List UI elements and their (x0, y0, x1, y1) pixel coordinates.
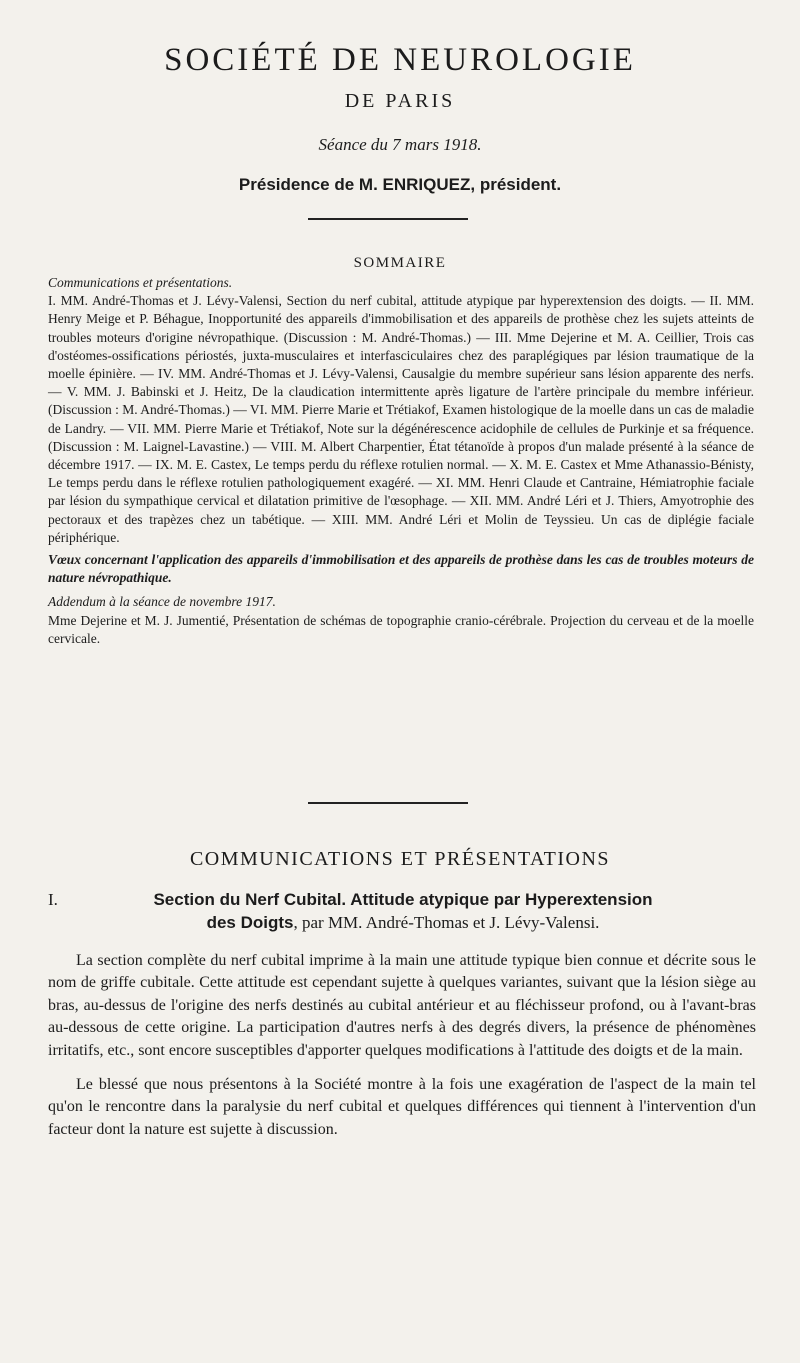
summary-subtitle: Communications et présentations. (48, 275, 233, 290)
article-authors: , par MM. André-Thomas et J. Lévy-Valensi. (293, 913, 600, 932)
addendum-text: Mme Dejerine et M. J. Jumentié, Présentation de schémas de topographie cranio-cérébrale. Projection du cerveau et de la moelle cervicale. (48, 612, 754, 646)
society-title: SOCIÉTÉ DE NEUROLOGIE (164, 42, 636, 78)
society-city: DE PARIS (344, 90, 456, 112)
section-title: COMMUNICATIONS ET PRÉSENTATIONS (189, 848, 611, 870)
article-title-line1: Section du Nerf Cubital. Attitude atypique par Hyperextension (153, 890, 653, 909)
article-heading (48, 888, 758, 934)
article-paragraph: Le blessé que nous présentons à la Société montre à la fois une exagération de l'aspect de la main tel qu'on le rencontre dans la paralysie du nerf cubital et quelques différences qui tiennent à l'intervention d'un facteur dont la nature est sujette à discussion. (48, 1076, 756, 1138)
article-number: I. (48, 890, 58, 909)
voeux-paragraph: Vœux concernant l'application des appareils d'immobilisation et des appareils de prothèse dans les cas de troubles moteurs de nature névropathique. (48, 552, 754, 586)
session-date: Séance du 7 mars 1918. (318, 135, 482, 154)
article-body (48, 950, 756, 1153)
summary-title: SOMMAIRE (353, 255, 447, 271)
article-title-line2: des Doigts (206, 913, 294, 932)
divider-top (308, 218, 468, 220)
divider-bottom (308, 802, 468, 804)
article-paragraph: La section complète du nerf cubital imprime à la main une attitude typique bien connue et décrite sous le nom de griffe cubitale. Cette attitude est cependant sujette à quelques variantes, suivant que la lésion siège au bras, au-dessus de l'origine des nerfs destinés au cubital antérieur et au fléchisseur profond, ou à l'avant-bras au-dessous de cette origine. La participation d'autres nerfs à des degrés divers, la présence de phénomènes irritatifs, etc., sont encore susceptibles d'apporter quelques modifications à l'attitude des doigts et de la main. (48, 952, 756, 1059)
presidency-line: Présidence de M. ENRIQUEZ, président. (238, 175, 562, 194)
summary-block (48, 274, 754, 648)
summary-entries: I. MM. André-Thomas et J. Lévy-Valensi, Section du nerf cubital, attitude atypique par hyperextension des doigts. — II. MM. Henry Meige et P. Béhague, Inopportunité des appareils d'immobilisation et des appareils de prothèse chez les sujets atteints de troubles moteurs d'origine névropathique. (Discussion : M. André-Thomas.) — III. Mme Dejerine et M. A. Ceillier, Trois cas d'ostéomes-ossifications périostés, juxta-musculaires et interfasciculaires chez des paraplégiques par lésion traumatique de la moelle épinière. — IV. MM. André-Thomas et J. Lévy-Valensi, Causalgie du membre supérieur sans lésion apparente des nerfs. — V. MM. J. Babinski et J. Heitz, De la claudication intermittente après ligature de l'artère principale du membre inférieur. (Discussion : M. André-Thomas.) — VI. MM. Pierre Marie et Trétiakof, Examen histologique de la moelle dans un cas de maladie de Landry. — VII. MM. Pierre Marie et Trétiakof, Note sur la dégénérescence acidophile de cellules de Purkinje et sa fréquence. (Discussion : M. Laignel-Lavastine.) — VIII. M. Albert Charpentier, État tétanoïde à propos d'un malade présenté à la séance de décembre 1917. — IX. M. E. Castex, Le temps perdu du réflexe rotulien normal. — X. M. E. Castex et Mme Athanassio-Bénisty, Le temps perdu dans le réflexe rotulien pathologiquement exagéré. — XI. MM. Henri Claude et Cantraine, Hémiatrophie faciale par lésion du sympathique cervical et dilatation primitive de l'œsophage. — XII. MM. André Léri et J. Thiers, Amyotrophie des pectoraux et des trapèzes chez un tabétique. — XIII. MM. André Léri et Molin de Teyssieu. Un cas de diplégie faciale périphérique. (48, 293, 754, 545)
addendum-title: Addendum à la séance de novembre 1917. (48, 594, 276, 610)
